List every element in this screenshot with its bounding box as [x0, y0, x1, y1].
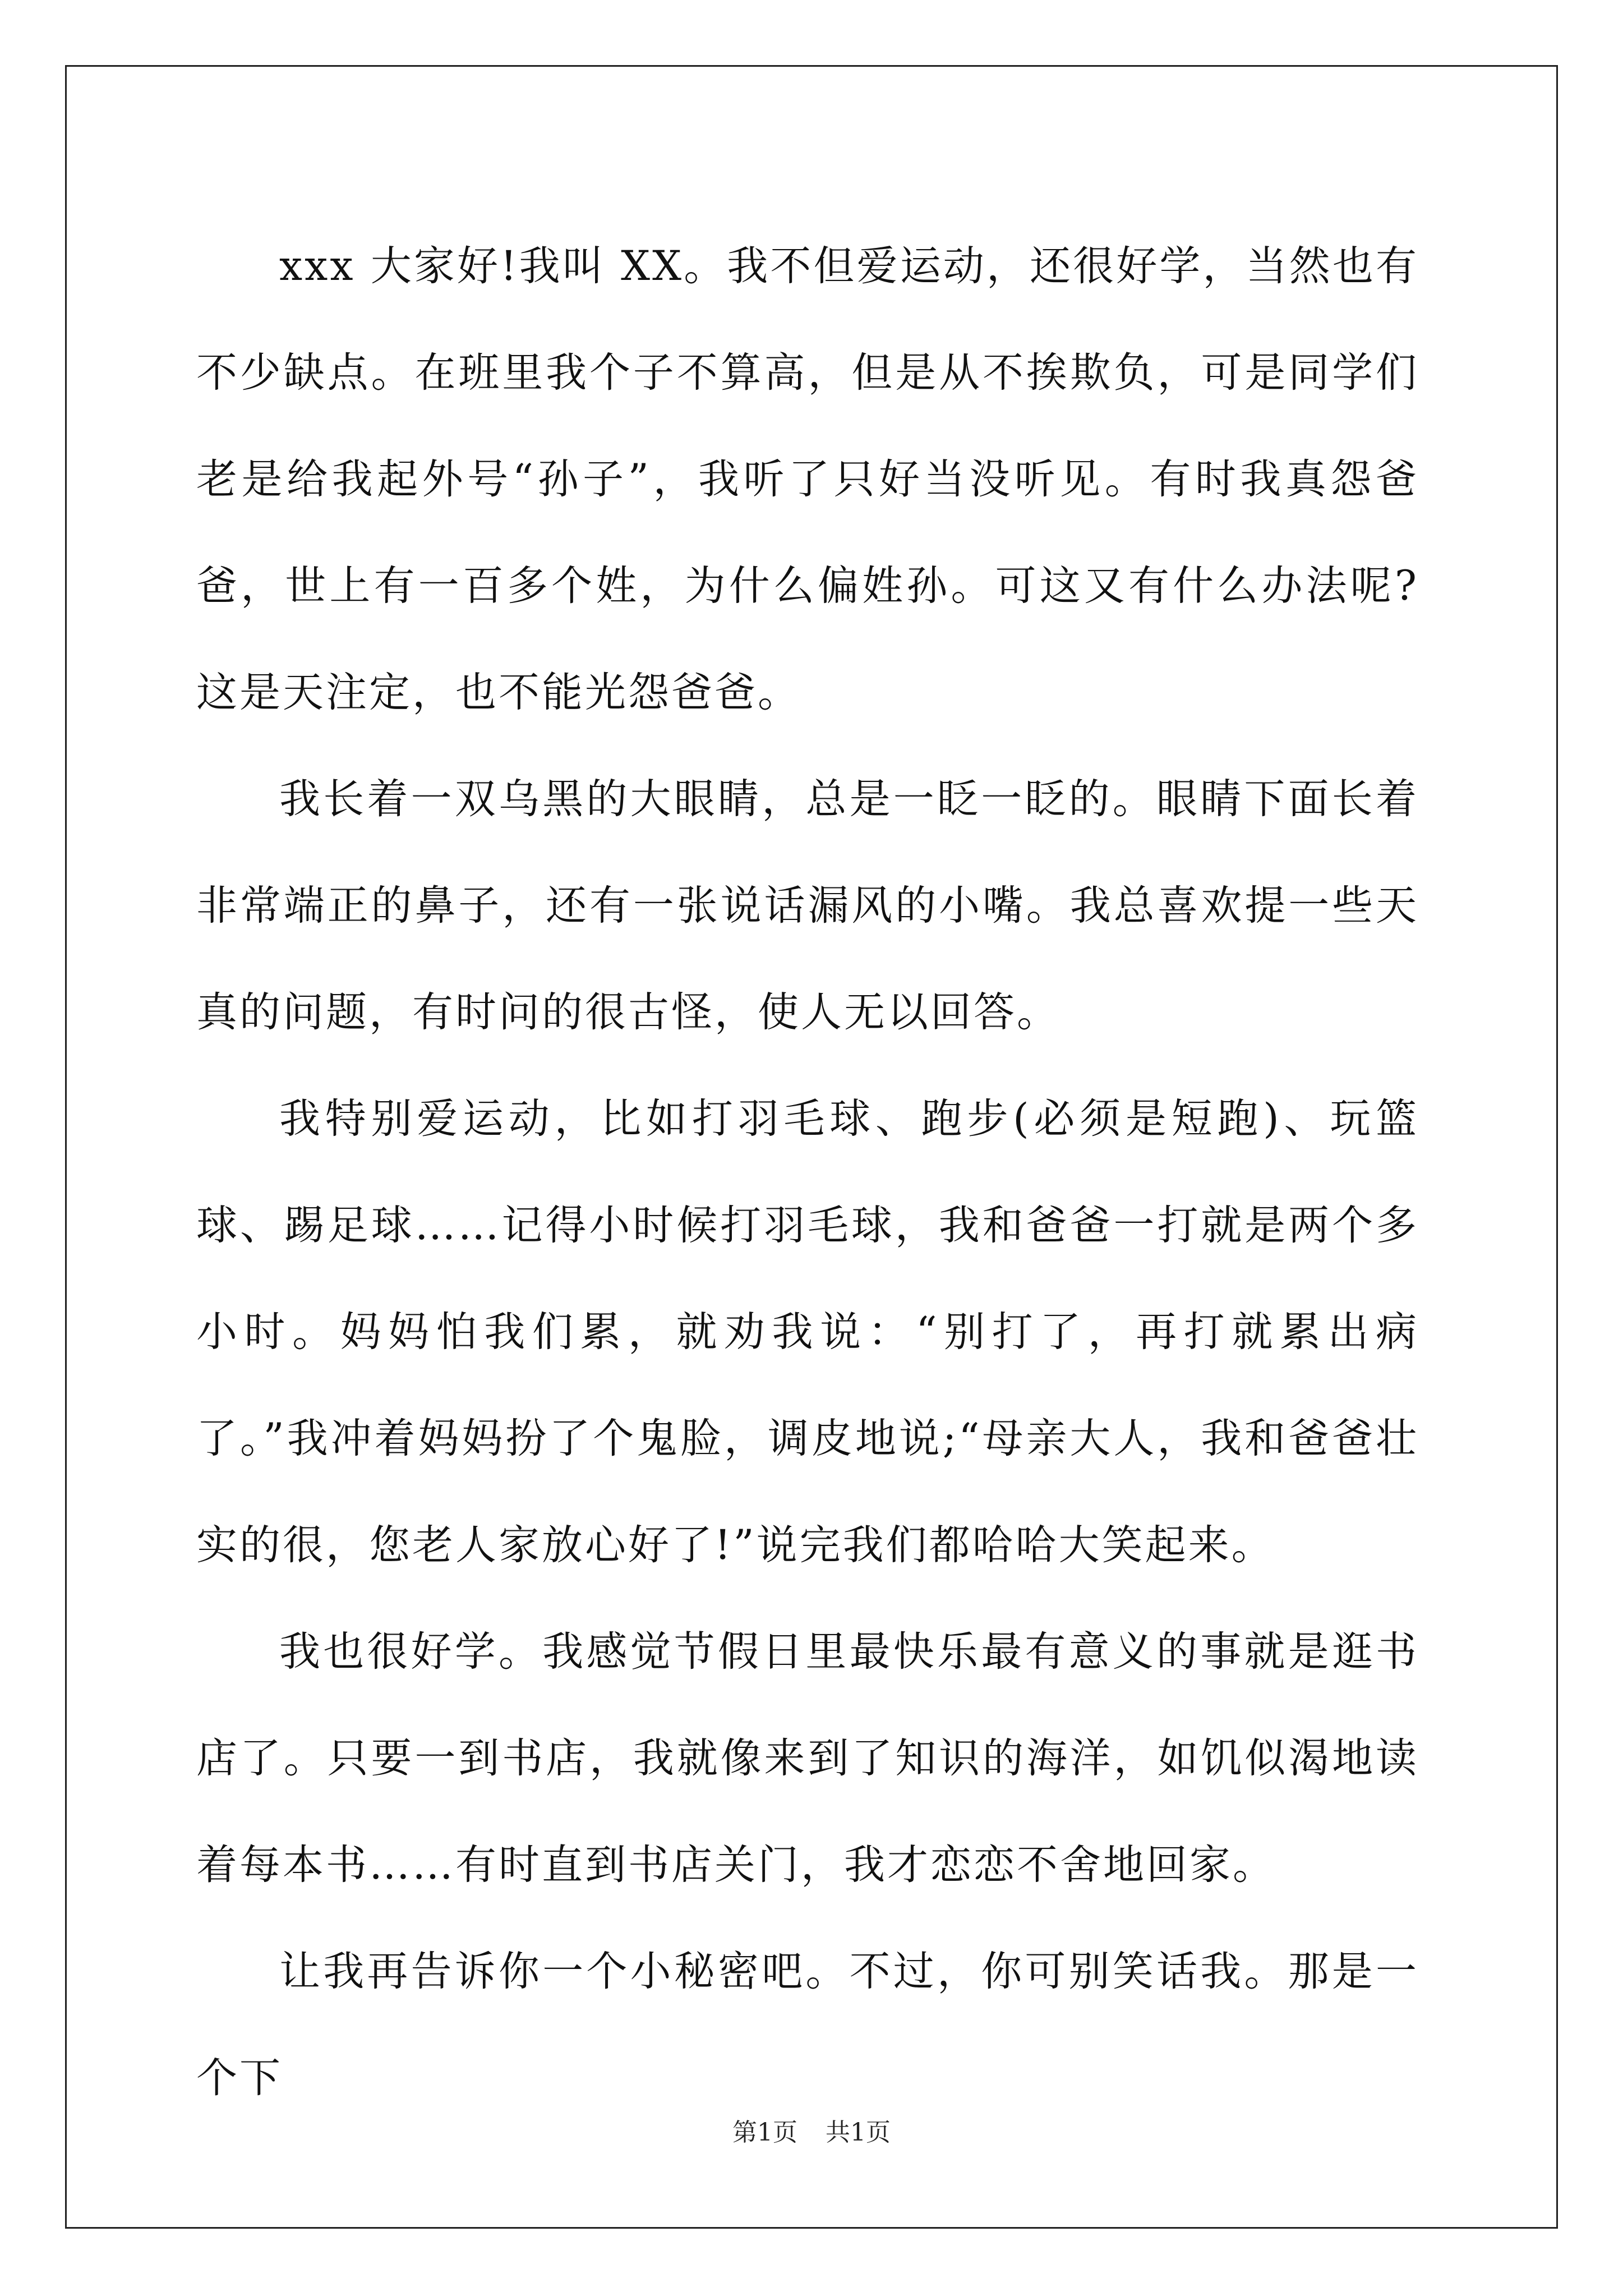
paragraph-1: xxx 大家好!我叫 XX。我不但爱运动，还很好学，当然也有不少缺点。在班里我个子不算高，但是从不挨欺负，可是同学们老是给我起外号“孙子”，我听了只好当没听见。有时我真怨爸爸，世上有一百多个姓，为什么偏姓孙。可这又有什么办法呢?这是天注定，也不能光怨爸爸。: [196, 242, 1419, 716]
page-number: 第1页: [732, 2118, 797, 2147]
total-pages: 共1页: [826, 2118, 891, 2147]
paragraph-5: 让我再告诉你一个小秘密吧。不过，你可别笑话我。那是一个下: [196, 1948, 1419, 2102]
paragraph-3: 我特别爱运动，比如打羽毛球、跑步(必须是短跑)、玩篮球、踢足球……记得小时候打羽毛球，我和爸爸一打就是两个多小时。妈妈怕我们累，就劝我说：“别打了，再打就累出病了。”我冲着妈妈扮了个鬼脸，调皮地说;“母亲大人，我和爸爸壮实的很，您老人家放心好了!”说完我们都哈哈大笑起来。: [196, 1095, 1419, 1569]
paragraph-4: 我也很好学。我感觉节假日里最快乐最有意义的事就是逛书店了。只要一到书店，我就像来到了知识的海洋，如饥似渴地读着每本书……有时直到书店关门，我才恋恋不舍地回家。: [196, 1628, 1419, 1889]
document-body: [196, 213, 1419, 2132]
page-footer: [0, 2112, 1623, 2148]
paragraph-2: 我长着一双乌黑的大眼睛，总是一眨一眨的。眼睛下面长着非常端正的鼻子，还有一张说话漏风的小嘴。我总喜欢提一些天真的问题，有时问的很古怪，使人无以回答。: [196, 775, 1419, 1036]
